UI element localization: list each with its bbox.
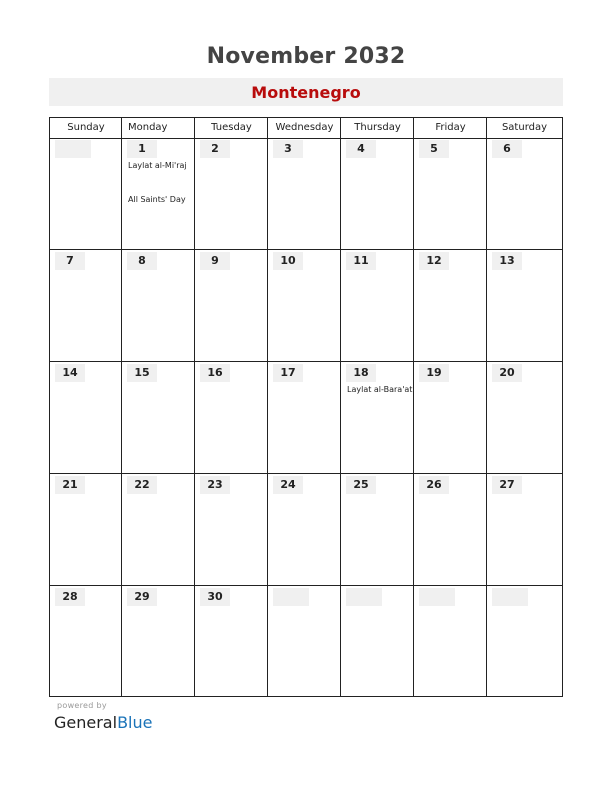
empty-day-shade: [419, 588, 455, 606]
weekday-monday: Monday: [128, 122, 168, 133]
brand-general: General: [54, 713, 118, 732]
day-cell: [414, 362, 486, 473]
day-cell: [268, 250, 340, 361]
day-cell: [122, 362, 194, 473]
day-number: 10: [273, 252, 303, 270]
day-number: 20: [492, 364, 522, 382]
day-number: 7: [55, 252, 85, 270]
day-number: 11: [346, 252, 376, 270]
day-cell: [268, 362, 340, 473]
day-number: 3: [273, 140, 303, 158]
country-name: Montenegro: [251, 83, 361, 102]
day-number: 6: [492, 140, 522, 158]
day-number: 1: [127, 140, 157, 158]
country-banner: [49, 78, 563, 106]
day-cell: [122, 474, 194, 585]
day-number: 23: [200, 476, 230, 494]
day-cell: [195, 362, 267, 473]
day-cell: [195, 474, 267, 585]
day-cell: [195, 250, 267, 361]
day-number: 22: [127, 476, 157, 494]
empty-day-shade: [346, 588, 382, 606]
calendar-title: November 2032: [206, 44, 406, 69]
weekday-thursday: Thursday: [354, 122, 401, 133]
weekday-friday: Friday: [435, 122, 466, 133]
day-cell: [487, 362, 562, 473]
day-number: 27: [492, 476, 522, 494]
day-number: 29: [127, 588, 157, 606]
holiday-label: Laylat al-Bara'at: [347, 385, 413, 394]
empty-day-shade: [273, 588, 309, 606]
day-cell: [341, 250, 413, 361]
day-cell: [195, 586, 267, 696]
day-cell: [414, 250, 486, 361]
day-number: 5: [419, 140, 449, 158]
day-number: 14: [55, 364, 85, 382]
day-number: 12: [419, 252, 449, 270]
day-number: 19: [419, 364, 449, 382]
holiday-label: Laylat al-Mi'raj: [128, 161, 187, 170]
day-number: 21: [55, 476, 85, 494]
holiday-label: All Saints' Day: [128, 195, 186, 204]
day-cell: [268, 474, 340, 585]
day-cell: [50, 250, 121, 361]
day-cell: [268, 138, 340, 249]
day-cell: [122, 250, 194, 361]
powered-by-text: powered by: [57, 701, 107, 710]
empty-day-cell: [341, 586, 413, 696]
weekday-saturday: Saturday: [501, 122, 548, 133]
weekday-wednesday: Wednesday: [275, 122, 334, 133]
empty-day-cell: [268, 586, 340, 696]
day-cell: [487, 250, 562, 361]
brand-blue: Blue: [117, 713, 153, 732]
day-cell: [122, 138, 194, 249]
day-cell: [341, 474, 413, 585]
empty-day-shade: [55, 140, 91, 158]
day-number: 15: [127, 364, 157, 382]
day-number: 16: [200, 364, 230, 382]
day-number: 24: [273, 476, 303, 494]
day-number: 2: [200, 140, 230, 158]
day-number: 30: [200, 588, 230, 606]
weekday-sunday: Sunday: [67, 122, 105, 133]
empty-day-cell: [414, 586, 486, 696]
day-cell: [414, 138, 486, 249]
day-cell: [414, 474, 486, 585]
day-cell: [50, 586, 121, 696]
day-number: 8: [127, 252, 157, 270]
day-cell: [341, 138, 413, 249]
day-cell: [487, 474, 562, 585]
day-number: 26: [419, 476, 449, 494]
calendar-grid: [49, 117, 563, 697]
day-number: 13: [492, 252, 522, 270]
day-number: 17: [273, 364, 303, 382]
day-number: 18: [346, 364, 376, 382]
empty-day-shade: [492, 588, 528, 606]
day-cell: [50, 362, 121, 473]
day-number: 28: [55, 588, 85, 606]
day-number: 25: [346, 476, 376, 494]
generalblue-logo[interactable]: [54, 713, 152, 732]
day-cell: [487, 138, 562, 249]
day-cell: [341, 362, 413, 473]
day-number: 4: [346, 140, 376, 158]
empty-day-cell: [487, 586, 562, 696]
day-number: 9: [200, 252, 230, 270]
day-cell: [50, 474, 121, 585]
day-cell: [122, 586, 194, 696]
weekday-tuesday: Tuesday: [211, 122, 252, 133]
empty-day-cell: [50, 138, 121, 249]
day-cell: [195, 138, 267, 249]
